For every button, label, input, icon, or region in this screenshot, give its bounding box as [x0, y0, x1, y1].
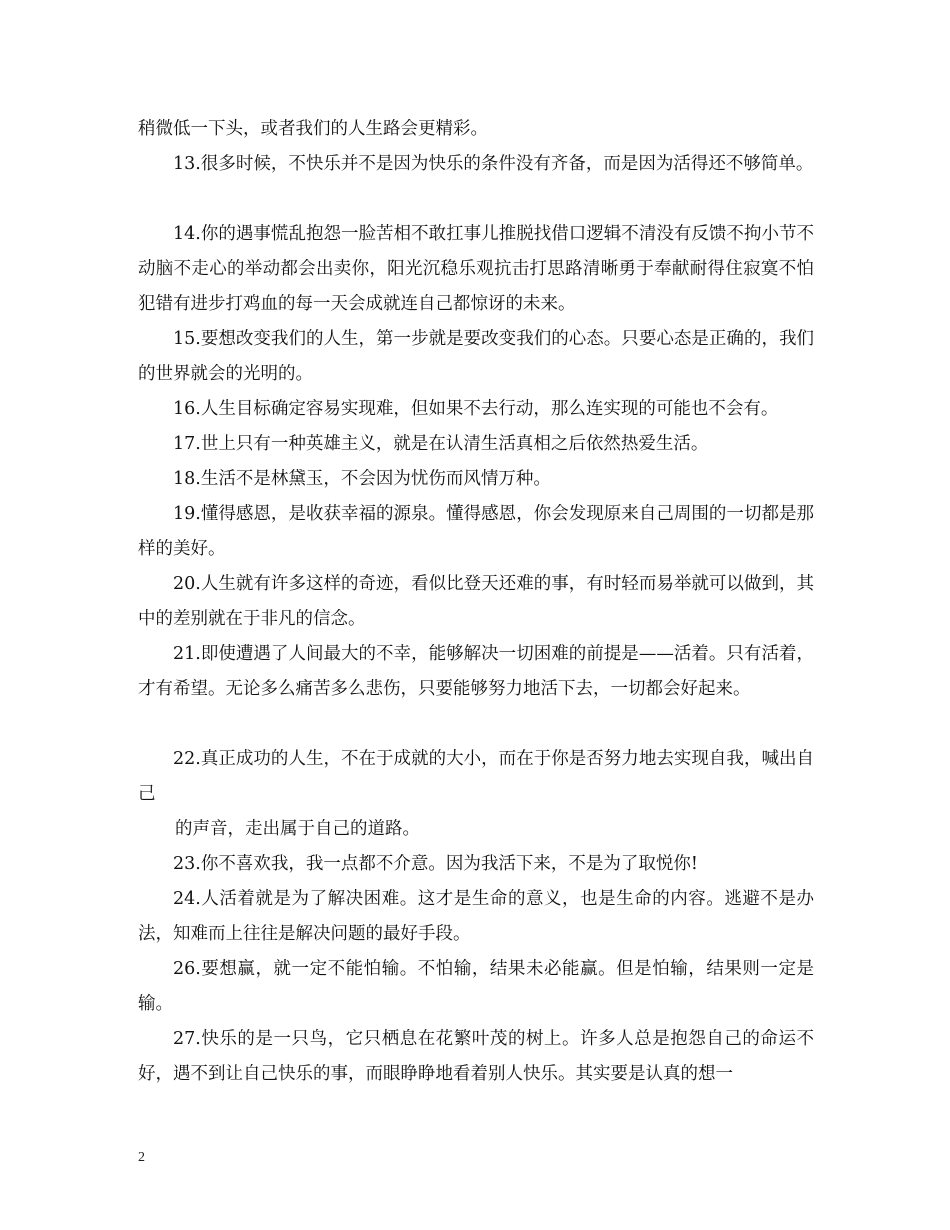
paragraph-22: 22.真正成功的人生，不在于成就的大小，而在于你是否努力地去实现自我，喊出自己 [138, 749, 814, 804]
paragraph-continuation: 稍微低一下头，或者我们的人生路会更精彩。 [138, 119, 488, 139]
paragraph-13: 13.很多时候，不快乐并不是因为快乐的条件没有齐备，而是因为活得还不够简单。 [173, 154, 814, 174]
paragraph-16: 16.人生目标确定容易实现难，但如果不去行动，那么连实现的可能也不会有。 [173, 399, 779, 419]
paragraph-15: 15.要想改变我们的人生，第一步就是要改变我们的心态。只要心态是正确的，我们的世界就会的光明的。 [138, 329, 814, 384]
paragraph-23: 23.你不喜欢我，我一点都不介意。因为我活下来，不是为了取悦你! [173, 854, 698, 874]
paragraph-21: 21.即使遭遇了人间最大的不幸，能够解决一切困难的前提是——活着。只有活着，才有希望。无论多么痛苦多么悲伤，只要能够努力地活下去，一切都会好起来。 [138, 644, 814, 699]
paragraph-20: 20.人生就有许多这样的奇迹，看似比登天还难的事，有时轻而易举就可以做到，其中的差别就在于非凡的信念。 [138, 574, 814, 629]
paragraph-24: 24.人活着就是为了解决困难。这才是生命的意义，也是生命的内容。逃避不是办法，知难而上往往是解决问题的最好手段。 [138, 889, 814, 944]
paragraph-18: 18.生活不是林黛玉，不会因为忧伤而风情万种。 [173, 469, 551, 489]
paragraph-26: 26.要想赢，就一定不能怕输。不怕输，结果未必能赢。但是怕输，结果则一定是输。 [138, 959, 814, 1014]
paragraph-19: 19.懂得感恩，是收获幸福的源泉。懂得感恩，你会发现原来自己周围的一切都是那样的美好。 [138, 504, 814, 559]
paragraph-27: 27.快乐的是一只鸟，它只栖息在花繁叶茂的树上。许多人总是抱怨自己的命运不好，遇不到让自己快乐的事，而眼睁睁地看着别人快乐。其实要是认真的想一 [138, 1029, 814, 1084]
paragraph-14: 14.你的遇事慌乱抱怨一脸苦相不敢扛事儿推脱找借口逻辑不清没有反馈不拘小节不动脑不走心的举动都会出卖你，阳光沉稳乐观抗击打思路清晰勇于奉献耐得住寂寞不怕犯错有进步打鸡血的每一天会成就连自己都惊讶的未来。 [138, 224, 814, 314]
paragraph-17: 17.世上只有一种英雄主义，就是在认清生活真相之后依然热爱生活。 [173, 434, 709, 454]
paragraph-22-continuation: 的声音，走出属于自己的道路。 [175, 819, 420, 839]
page-number: 2 [138, 1150, 145, 1165]
